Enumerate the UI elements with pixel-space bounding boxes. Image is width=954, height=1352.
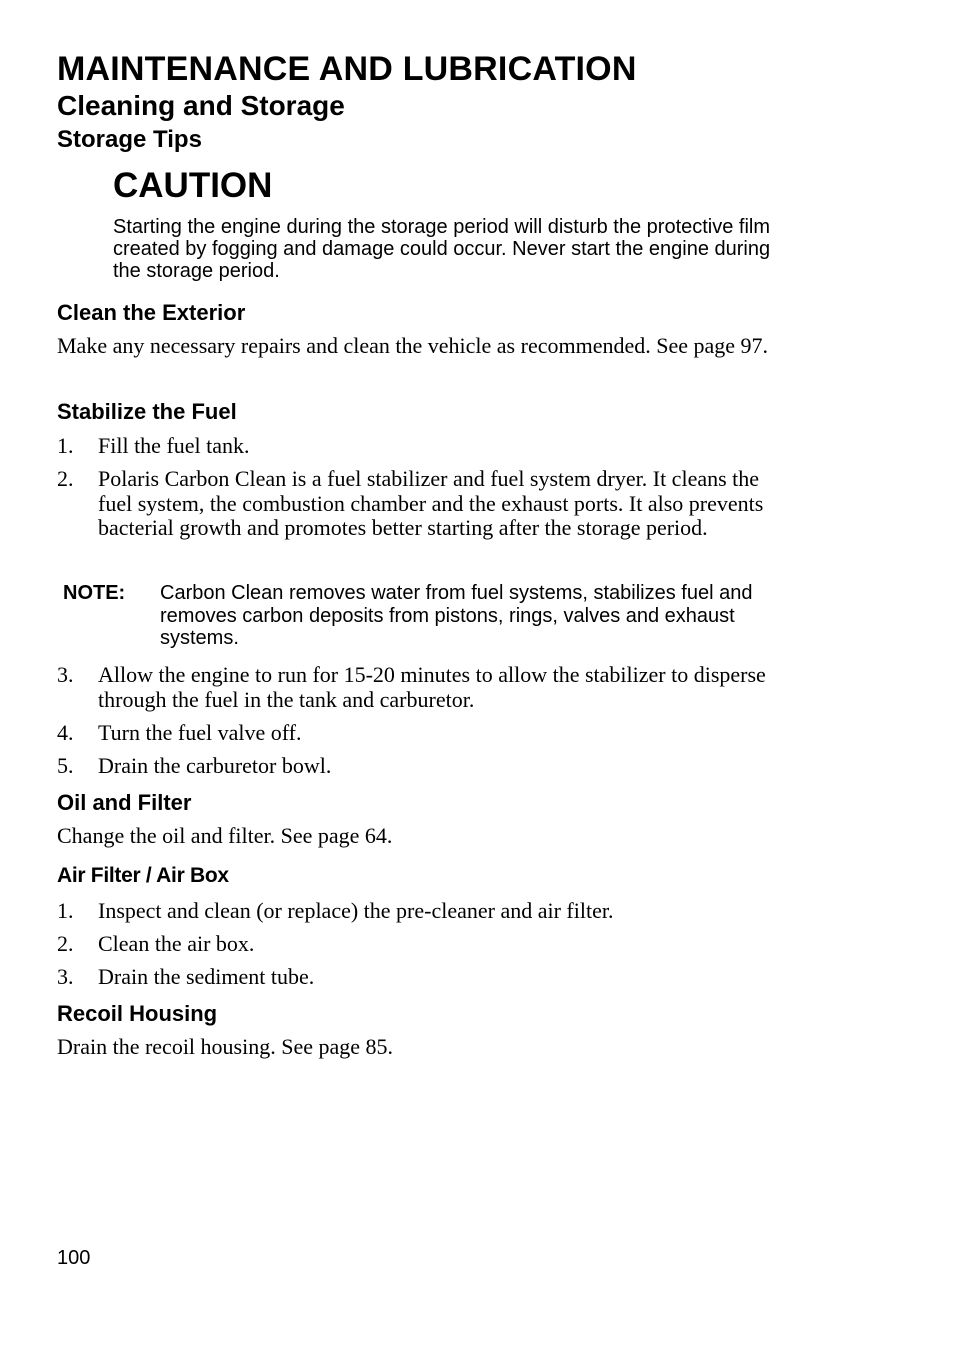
heading-recoil-housing: Recoil Housing	[57, 1001, 218, 1026]
oil-filter-text: Change the oil and filter. See page 64.	[57, 823, 393, 848]
list-item-number: 1.	[57, 433, 74, 458]
page-subtitle: Cleaning and Storage	[57, 90, 345, 121]
list-item-number: 2.	[57, 466, 74, 491]
heading-air-filter: Air Filter / Air Box	[57, 864, 229, 887]
list-item-number: 4.	[57, 720, 74, 745]
list-item-text: Fill the fuel tank.	[98, 433, 250, 458]
list-item-text: Drain the carburetor bowl.	[98, 753, 332, 778]
note-label: NOTE:	[63, 582, 126, 604]
caution-title: CAUTION	[113, 166, 273, 205]
list-item-number: 1.	[57, 898, 74, 923]
list-item-text: Clean the air box.	[98, 931, 255, 956]
recoil-housing-text: Drain the recoil housing. See page 85.	[57, 1034, 394, 1059]
clean-exterior-text: Make any necessary repairs and clean the vehicle as recommended. See page 97.	[57, 333, 769, 358]
note-text: Carbon Clean removes water from fuel systems, stabilizes fuel and removes carbon deposits from pistons, rings, valves and exhaust systems.	[160, 582, 753, 649]
list-item-number: 2.	[57, 931, 74, 956]
list-item-number: 3.	[57, 964, 74, 989]
heading-oil-filter: Oil and Filter	[57, 790, 192, 815]
list-item-text: Drain the sediment tube.	[98, 964, 315, 989]
page-title: MAINTENANCE AND LUBRICATION	[57, 50, 637, 88]
page-number: 100	[57, 1247, 91, 1269]
list-item-text: Inspect and clean (or replace) the pre-cleaner and air filter.	[98, 898, 614, 923]
heading-clean-exterior: Clean the Exterior	[57, 300, 246, 325]
heading-stabilize-fuel: Stabilize the Fuel	[57, 399, 237, 424]
list-item-text: Turn the fuel valve off.	[98, 720, 302, 745]
list-item-text: Polaris Carbon Clean is a fuel stabilizer and fuel system dryer. It cleans the fuel system, the combustion chamber and the exhaust ports. It also prevents bacterial growth and promotes better starting after the storage period.	[98, 466, 764, 540]
section-title: Storage Tips	[57, 126, 202, 153]
list-item-number: 5.	[57, 753, 74, 778]
list-item-number: 3.	[57, 662, 74, 687]
caution-text: Starting the engine during the storage period will disturb the protective film created by fogging and damage could occur. Never start the engine during the storage period.	[113, 216, 771, 282]
list-item-text: Allow the engine to run for 15-20 minutes to allow the stabilizer to disperse through the fuel in the tank and carburetor.	[98, 662, 766, 712]
